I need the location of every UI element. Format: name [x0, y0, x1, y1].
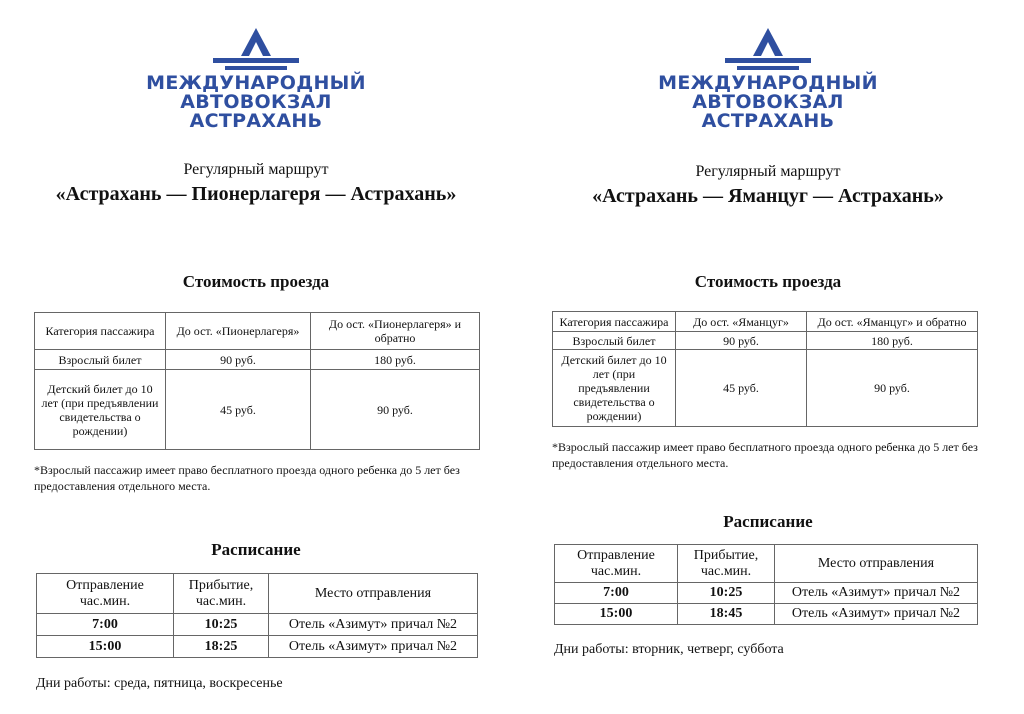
departure-time: 15:00 — [37, 636, 174, 658]
departure-time: 7:00 — [555, 583, 678, 604]
route-subtitle: Регулярный маршрут — [183, 161, 329, 178]
table-cell: Детский билет до 10 лет (при предъявлении свидетельства о рождении) — [35, 370, 166, 450]
bus-station-logo — [0, 28, 512, 131]
table-header-row — [35, 313, 480, 350]
table-header: Категория пассажира — [35, 313, 166, 350]
table-header: Прибытие, час.мин. — [678, 545, 775, 583]
table-header: Категория пассажира — [553, 312, 676, 332]
table-cell: 45 руб. — [166, 370, 311, 450]
departure-place: Отель «Азимут» причал №2 — [269, 614, 478, 636]
table-cell: 45 руб. — [676, 350, 807, 427]
schedule-title: Расписание — [723, 512, 813, 531]
logo-line-1: МЕЖДУНАРОДНЫЙ — [658, 72, 878, 94]
logo-line-2: АВТОВОКЗАЛ — [180, 91, 332, 113]
departure-place: Отель «Азимут» причал №2 — [775, 604, 978, 625]
arrival-time: 18:45 — [678, 604, 775, 625]
table-row — [37, 636, 478, 658]
route-title: «Астрахань — Пионерлагеря — Астрахань» — [55, 183, 457, 205]
fare-title: Стоимость проезда — [694, 272, 842, 291]
table-header: Отправление час.мин. — [37, 574, 174, 614]
plane-chevron-logo-icon — [723, 28, 813, 74]
departure-place: Отель «Азимут» причал №2 — [269, 636, 478, 658]
fare-table — [34, 312, 480, 450]
working-days: Дни работы: вторник, четверг, суббота — [554, 642, 784, 657]
arrival-time: 18:25 — [174, 636, 269, 658]
fare-table — [552, 311, 978, 427]
table-cell: 90 руб. — [311, 370, 480, 450]
table-header: До ост. «Яманцуг» — [676, 312, 807, 332]
logo-text — [0, 74, 512, 131]
logo-line-3: АСТРАХАНЬ — [189, 110, 323, 132]
table-header: До ост. «Пионерлагеря» — [166, 313, 311, 350]
table-row — [35, 350, 480, 370]
departure-time: 15:00 — [555, 604, 678, 625]
table-cell: Взрослый билет — [35, 350, 166, 370]
table-header: Место отправления — [775, 545, 978, 583]
arrival-time: 10:25 — [678, 583, 775, 604]
bus-station-logo — [512, 28, 1024, 131]
table-row — [553, 332, 978, 350]
departure-place: Отель «Азимут» причал №2 — [775, 583, 978, 604]
table-header: До ост. «Пионерлагеря» и обратно — [311, 313, 480, 350]
table-row — [555, 604, 978, 625]
table-cell: 90 руб. — [807, 350, 978, 427]
table-cell: Взрослый билет — [553, 332, 676, 350]
table-cell: 90 руб. — [166, 350, 311, 370]
table-cell: 180 руб. — [311, 350, 480, 370]
table-row — [35, 370, 480, 450]
right-timetable-panel — [512, 0, 1024, 714]
schedule-table — [36, 573, 478, 658]
route-title: «Астрахань — Яманцуг — Астрахань» — [592, 185, 944, 207]
working-days: Дни работы: среда, пятница, воскресенье — [36, 676, 283, 691]
fare-note: *Взрослый пассажир имеет право бесплатного проезда одного ребенка до 5 лет без предоставления отдельного места. — [34, 463, 460, 493]
logo-line-3: АСТРАХАНЬ — [701, 110, 835, 132]
table-header: Место отправления — [269, 574, 478, 614]
table-row — [555, 583, 978, 604]
table-header-row — [37, 574, 478, 614]
table-row — [553, 350, 978, 427]
schedule-table — [554, 544, 978, 625]
arrival-time: 10:25 — [174, 614, 269, 636]
table-row — [37, 614, 478, 636]
table-header-row — [553, 312, 978, 332]
schedule-title: Расписание — [211, 540, 301, 559]
logo-line-2: АВТОВОКЗАЛ — [692, 91, 844, 113]
table-header: Прибытие, час.мин. — [174, 574, 269, 614]
plane-chevron-logo-icon — [211, 28, 301, 74]
table-header-row — [555, 545, 978, 583]
fare-note: *Взрослый пассажир имеет право бесплатного проезда одного ребенка до 5 лет без предоставления отдельного места. — [552, 440, 978, 470]
fare-title: Стоимость проезда — [182, 272, 330, 291]
table-header: До ост. «Яманцуг» и обратно — [807, 312, 978, 332]
table-cell: Детский билет до 10 лет (при предъявлении свидетельства о рождении) — [553, 350, 676, 427]
table-cell: 180 руб. — [807, 332, 978, 350]
logo-line-1: МЕЖДУНАРОДНЫЙ — [146, 72, 366, 94]
table-header: Отправление час.мин. — [555, 545, 678, 583]
route-subtitle: Регулярный маршрут — [695, 163, 841, 180]
logo-text — [512, 74, 1024, 131]
table-cell: 90 руб. — [676, 332, 807, 350]
departure-time: 7:00 — [37, 614, 174, 636]
